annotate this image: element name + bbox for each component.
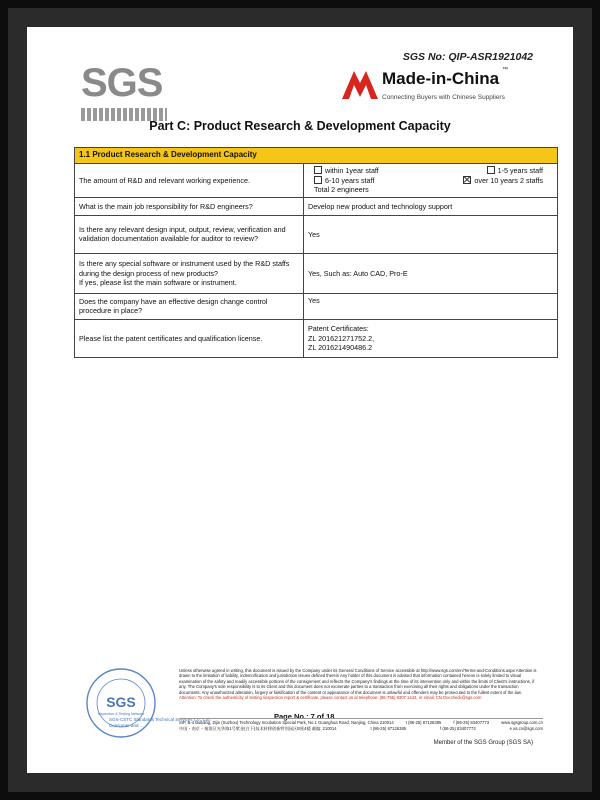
question-cell: [75, 253, 304, 293]
question-line: If yes, please list the main software or instrument.: [79, 278, 237, 288]
telephone: t (86-25) 87126385: [405, 720, 442, 725]
footer-address-block: [179, 720, 543, 732]
made-in-china-logo: [340, 67, 540, 117]
question-cell: What is the main job responsibility for R&D engineers?: [75, 197, 304, 215]
question-cell: Does the company have an effective design change control procedure in place?: [75, 293, 304, 319]
email: e as.cn@sgs.com: [509, 726, 543, 732]
option-within-1year: [314, 166, 379, 176]
total-engineers: Total 2 engineers: [314, 185, 369, 195]
address-row: [179, 726, 543, 732]
rd-capacity-table: [74, 147, 558, 358]
member-statement: Member of the SGS Group (SGS SA): [433, 740, 533, 746]
question-cell: Is there any relevant design input, output, review, verification and validation documentation available for auditor to review?: [75, 215, 304, 253]
table-row: [75, 253, 558, 293]
address-cn: 中国・南京・秦淮区光华路1号紫金(白下)技术转移创新特别园区B座4楼 邮编: 210014: [179, 726, 337, 732]
option-6-10-years: [314, 176, 374, 186]
table-row: [75, 197, 558, 215]
question-line: Is there any special software or instrument used by the R&D staffs during the design process of new products?: [79, 258, 290, 278]
answer-line: ZL 201621490486.2: [308, 343, 373, 353]
sgs-logo: [81, 61, 171, 123]
option-over-10-years: [463, 176, 543, 186]
seal-company-line: Consumer and ...: [109, 722, 144, 728]
option-1-5-years: [487, 166, 543, 176]
table-row: [75, 163, 558, 197]
fax: f (86-25) 83407773: [440, 726, 476, 732]
table-row: [75, 319, 558, 357]
answer-cell: Yes: [304, 215, 558, 253]
checkbox-icon: [487, 166, 495, 174]
report-number: SGS No: QIP-ASR1921042: [402, 51, 533, 63]
footer-divider: [179, 718, 543, 719]
answer-line: ZL 201621271752.2,: [308, 333, 375, 343]
made-in-china-name: Made-in-China: [382, 69, 500, 88]
sgs-logo-text: SGS: [81, 61, 163, 105]
table-row: [75, 293, 558, 319]
table-row: [75, 215, 558, 253]
seal-company-line: SGS-CSTC Standards Technical Services Co., Ltd.: [109, 717, 211, 722]
general-conditions-text: Unless otherwise agreed in writing, this document is issued by the Company under its General Conditions of Service accessible at http://www.sgs.com/en/Terms-and-Conditions.aspx Attention is drawn to the limitation of liability, indemnification and jurisdiction issues defined therein Any holder of this document is advised that information contained hereon is solely limited to visual examination of the safety and readily accessible portions of the consignment and reflects the Company's findings at the time of its intervention only and within the limits of Client's instructions, if any. The Company's sole responsibility is to its Client and this document does not exonerate parties to a transaction from exercising all their rights and obligations under the transaction documents. Any unauthorized alteration, forgery or falsification of the content or appearance of this document is unlawful and offenders may be prosecuted to the fullest extent of the law. Attention: To check the authenticity of testing /inspection report & certificate, please contact us at telephone: (86-755) 8307 1443, or email: CN.Doccheck@sgs.com: [179, 668, 539, 700]
seal-caption: Inspection & Testing Network: [97, 712, 145, 716]
question-cell: The amount of R&D and relevant working experience.: [75, 163, 304, 197]
trademark: ™: [502, 67, 508, 73]
checked-checkbox-icon: [463, 176, 471, 184]
option-label: over 10 years 2 staffs: [474, 175, 543, 185]
telephone: t (86-25) 87126385: [370, 726, 407, 732]
option-label: within 1year staff: [325, 165, 379, 175]
made-in-china-tagline: Connecting Buyers with Chinese Suppliers: [382, 94, 505, 101]
answer-cell: Yes, Such as: Auto CAD, Pro-E: [304, 253, 558, 293]
checkbox-icon: [314, 176, 322, 184]
answer-cell: Develop new product and technology support: [304, 197, 558, 215]
seal-text: SGS: [106, 694, 136, 710]
page-number: Page No.: 7 of 18: [274, 712, 335, 721]
authenticity-notice: Attention: To check the authenticity of testing /inspection report & certificate, please contact us at telephone: (86-755) 8307 1443, or email: CN.Doccheck@sgs.com: [179, 694, 482, 700]
section-title: 1.1 Product Research & Development Capacity: [75, 148, 558, 164]
fax: f (86-25) 83407773: [453, 720, 490, 725]
website: www.sgsgroup.com.cn: [501, 720, 543, 725]
question-cell: Please list the patent certificates and qualification license.: [75, 319, 304, 357]
option-label: 6-10 years staff: [325, 175, 375, 185]
answer-line: Patent Certificates:: [308, 323, 369, 333]
address-en: SIP, B-4 Building, Zijin (Suzhou) Technology Incubation Special Park, No.1 Guanghua Road, Nanjing, China 210014: [179, 720, 394, 725]
checkbox-icon: [314, 166, 322, 174]
document-page: [27, 27, 573, 773]
answer-cell: [304, 319, 558, 357]
answer-cell: Yes: [304, 293, 558, 319]
option-label: 1-5 years staff: [497, 165, 543, 175]
part-title: Part C: Product Research & Development Capacity: [149, 119, 451, 133]
section-header-row: [75, 148, 558, 164]
answer-cell: [304, 163, 558, 197]
made-in-china-mark-icon: [340, 67, 380, 101]
